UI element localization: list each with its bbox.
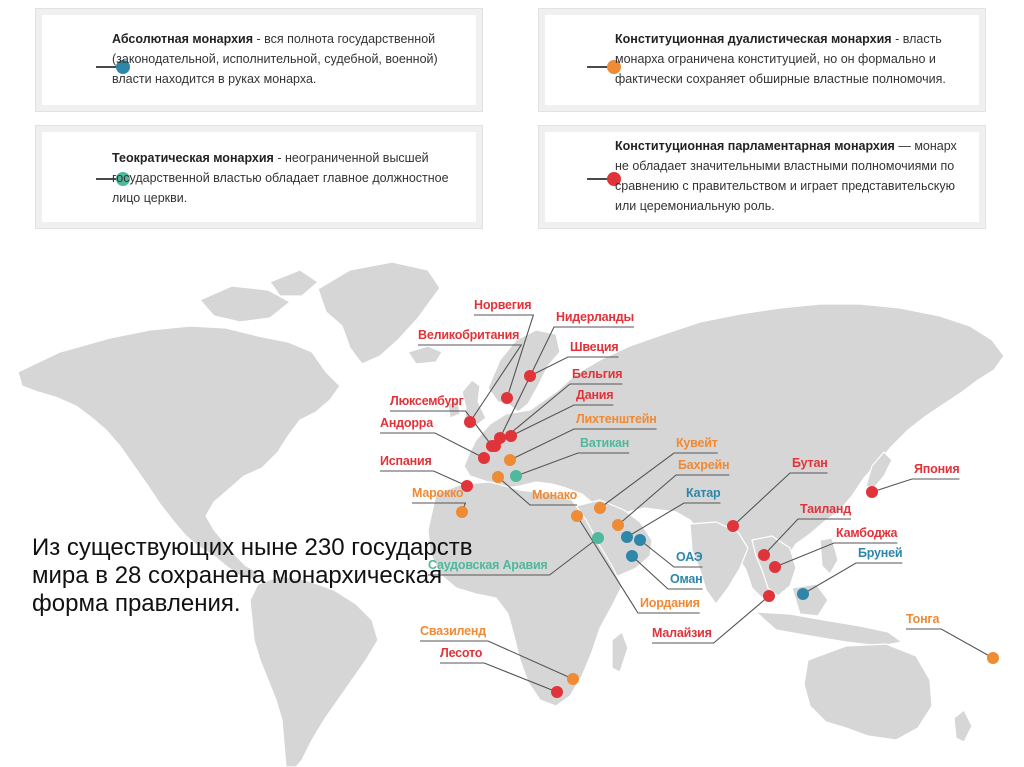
country-label: Оман [670,572,703,586]
country-label: Марокко [412,486,464,500]
country-marker [510,470,522,482]
country-marker [571,510,583,522]
landmass-indonesia [756,612,902,646]
country-label: Бруней [858,546,903,560]
country-label: Кувейт [676,436,718,450]
country-label: Дания [576,388,614,402]
landmass-borneo [792,584,828,616]
country-label: Ватикан [580,436,630,450]
legend-title-dualistic: Конституционная дуалистическая монархия [615,32,892,46]
country-label: Иордания [640,596,700,610]
country-marker [551,686,563,698]
country-label: Япония [914,462,960,476]
landmass-arctic-islands-2 [270,270,318,296]
legend-theocratic [35,125,483,229]
country-marker [567,673,579,685]
country-label: Андорра [380,416,433,430]
landmass-iceland [408,346,442,364]
leader-line [872,479,960,492]
legend-absolute [35,8,483,112]
country-marker [797,588,809,600]
country-label: Тонга [906,612,940,626]
country-marker [763,590,775,602]
country-label: Таиланд [800,502,851,516]
world-map [0,240,1024,767]
country-label: Малайзия [652,626,712,640]
country-label: Швеция [570,340,619,354]
country-marker [758,549,770,561]
country-marker [505,430,517,442]
country-label: Люксембург [390,394,464,408]
country-marker [626,550,638,562]
country-marker [769,561,781,573]
country-label: Великобритания [418,328,520,342]
legend-title-parliamentary: Конституционная парламентарная монархия [615,139,895,153]
country-label: Саудовская Аравия [428,558,548,572]
country-marker [592,532,604,544]
country-marker [464,416,476,428]
country-label: Лесото [440,646,483,660]
country-marker [456,506,468,518]
country-label: Норвегия [474,298,532,312]
country-marker [478,452,490,464]
country-label: Камбоджа [836,526,898,540]
landmass-new-zealand [954,710,972,742]
legend-title-absolute: Абсолютная монархия [112,32,254,46]
country-marker [524,370,536,382]
country-marker [489,440,501,452]
country-label: Нидерланды [556,310,634,324]
leader-line [380,471,467,486]
country-label: Катар [686,486,721,500]
legend-text-theocratic: Теократическая монархия - неограниченной высшей государственной властью обладает главное должностное лицо церкви. [112,151,449,205]
country-label: Бахрейн [678,458,730,472]
legend-text-absolute: Абсолютная монархия - вся полнота государственной (законодательной, исполнительной, судебной, военной) власти находится в руках монарха. [112,32,438,86]
country-marker [987,652,999,664]
country-marker [492,471,504,483]
legend-text-parliamentary: Конституционная парламентарная монархия — монарх не обладает значительными властными полномочиями по сравнению с правительством и играет представительскую или церемониальную роль. [615,139,957,213]
country-marker [594,502,606,514]
country-marker [501,392,513,404]
country-label: Свазиленд [420,624,486,638]
country-marker [727,520,739,532]
country-label: Монако [532,488,578,502]
landmass-australia [804,644,932,740]
country-label: Бельгия [572,367,623,381]
country-label: Бутан [792,456,828,470]
caption: Из существующих ныне 230 государств мира в 28 сохранена монархическая форма правления. [32,534,473,617]
country-marker [634,534,646,546]
country-label: ОАЭ [676,550,703,564]
legend-title-theocratic: Теократическая монархия [112,151,274,165]
legend-text-dualistic: Конституционная дуалистическая монархия - власть монарха ограничена конституцией, но он формально и фактически сохраняет обширные властные полномочия. [615,32,946,86]
country-label: Лихтенштейн [576,412,657,426]
country-marker [612,519,624,531]
legend-parliamentary [538,125,986,229]
landmass-madagascar [612,632,628,672]
country-marker [621,531,633,543]
leader-line [906,629,993,658]
country-marker [866,486,878,498]
world-map-svg [0,240,1024,767]
country-marker [504,454,516,466]
country-label: Испания [380,454,432,468]
legend-dualistic [538,8,986,112]
